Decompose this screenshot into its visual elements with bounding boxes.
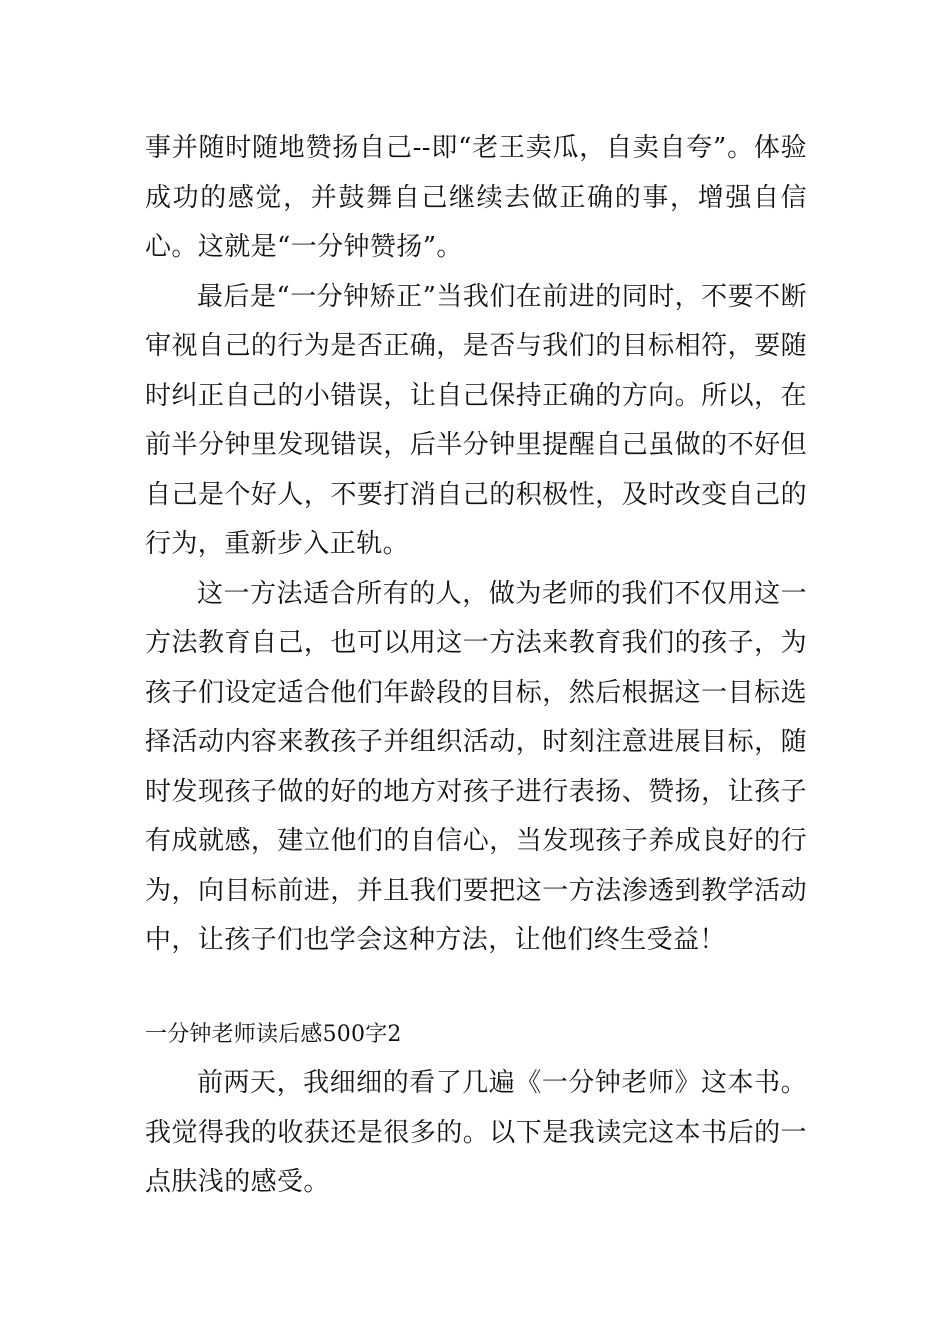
paragraph-one-minute-correction: 最后是“一分钟矫正”当我们在前进的同时，不要不断审视自己的行为是否正确，是否与我们的目标相符，要随时纠正自己的小错误，让自己保持正确的方向。所以，在前半分钟里发现错误，后半分钟里提醒自己虽做的不好但自己是个好人，不要打消自己的积极性，及时改变自己的行为，重新步入正轨。 (145, 281, 807, 559)
section-heading: 一分钟老师读后感500字2 (145, 1021, 402, 1047)
paragraph-method-for-children: 这一方法适合所有的人，做为老师的我们不仅用这一方法教育自己，也可以用这一方法来教育我们的孩子，为孩子们设定适合他们年龄段的目标，然后根据这一目标选择活动内容来教孩子并组织活动，时刻注意进展目标，随时发现孩子做的好的地方对孩子进行表扬、赞扬，让孩子有成就感，建立他们的自信心，当发现孩子养成良好的行为，向目标前进，并且我们要把这一方法渗透到教学活动中，让孩子们也学会这种方法，让他们终生受益！ (145, 578, 807, 955)
paragraph-reading-intro: 前两天，我细细的看了几遍《一分钟老师》这本书。我觉得我的收获还是很多的。以下是我读完这本书后的一点肤浅的感受。 (145, 1068, 807, 1197)
paragraph-praise-ending: 事并随时随地赞扬自己--即“老王卖瓜，自卖自夸”。体验成功的感觉，并鼓舞自己继续去做正确的事，增强自信心。这就是“一分钟赞扬”。 (145, 133, 807, 262)
document-body (145, 124, 807, 1208)
